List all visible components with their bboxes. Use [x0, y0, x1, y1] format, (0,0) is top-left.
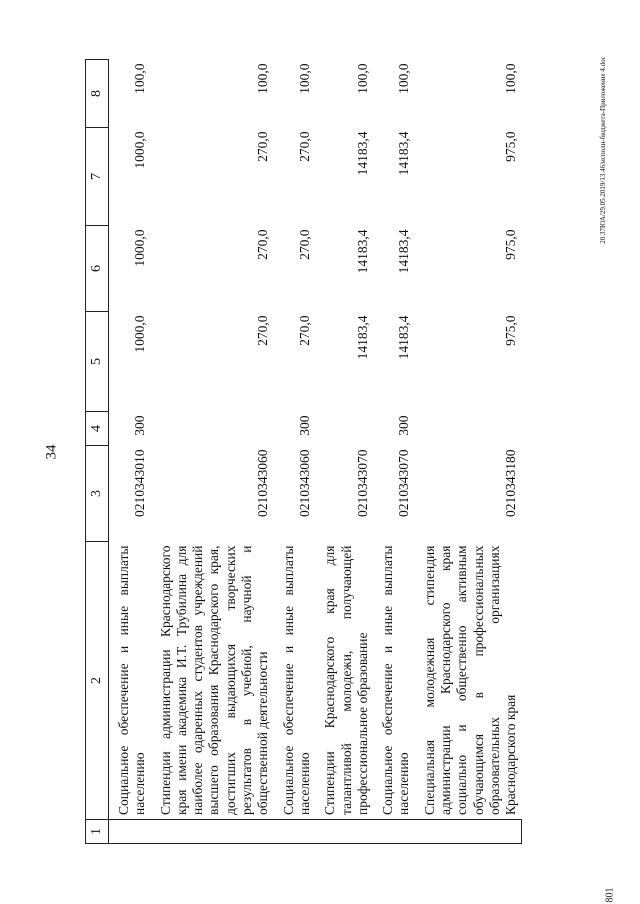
cell-v8: 100,0	[132, 63, 148, 94]
header-col-8: 8	[86, 60, 109, 128]
header-col-5: 5	[86, 312, 109, 412]
cell-code: 0210343010	[132, 449, 148, 517]
budget-table-rotated	[85, 60, 551, 844]
cell-v8: 100,0	[354, 63, 370, 94]
cell-v5: 1000,0	[132, 315, 148, 353]
cell-v7: 1000,0	[132, 131, 148, 169]
header-col-1: 1	[86, 820, 109, 844]
cell-v6: 270,0	[255, 229, 271, 260]
budget-table	[85, 59, 522, 844]
footer-file-path: 20.37ЮА/29.05.2019/13.46/исполн-бюджета-Приложение 4.doc	[599, 56, 607, 244]
cell-v7: 270,0	[255, 131, 271, 162]
cell-code: 0210343070	[396, 449, 412, 517]
cell-v5: 270,0	[296, 315, 312, 346]
cell-index	[315, 820, 373, 844]
cell-v6: 975,0	[503, 229, 519, 260]
cell-v5: 975,0	[503, 315, 519, 346]
table-row	[373, 60, 415, 844]
cell-index	[274, 820, 316, 844]
cell-v6: 14183,4	[354, 229, 370, 274]
cell-v5: 14183,4	[396, 315, 412, 360]
header-col-2: 2	[86, 542, 109, 820]
header-col-7: 7	[86, 128, 109, 226]
cell-code: 0210343060	[296, 449, 312, 517]
table-row	[274, 60, 316, 844]
cell-code: 0210343070	[354, 449, 370, 517]
cell-v5: 14183,4	[354, 315, 370, 360]
corner-page-mark: 801	[604, 887, 616, 903]
cell-v7: 14183,4	[396, 131, 412, 176]
cell-type	[415, 412, 522, 446]
cell-v8: 100,0	[296, 63, 312, 94]
cell-type	[315, 412, 373, 446]
cell-type: 300	[396, 415, 412, 436]
table-row	[415, 60, 522, 844]
cell-v8: 100,0	[255, 63, 271, 94]
cell-name: Стипендии Краснодарского края для талантливой молодежи, получающей профессиональное образование	[322, 545, 370, 815]
page-number: 34	[43, 444, 60, 460]
header-col-3: 3	[86, 446, 109, 542]
table-row	[109, 60, 151, 844]
header-col-4: 4	[86, 412, 109, 446]
cell-v7: 975,0	[503, 131, 519, 162]
cell-index	[373, 820, 415, 844]
cell-v7: 14183,4	[354, 131, 370, 176]
cell-index	[109, 820, 151, 844]
cell-index	[415, 820, 522, 844]
cell-v8: 100,0	[396, 63, 412, 94]
cell-v5: 270,0	[255, 315, 271, 346]
cell-name: Стипендии администрации Краснодарского края имени академика И.Т. Трубилина для наиболее одаренных студентов учреждений высшего образования Краснодарского края, достигших выдающихся творческих результатов в учебной, научной и общественной деятельности	[157, 545, 271, 815]
cell-v7: 270,0	[296, 131, 312, 162]
cell-type: 300	[132, 415, 148, 436]
table-row	[151, 60, 274, 844]
header-row	[86, 60, 109, 844]
cell-name: Социальное обеспечение и иные выплаты населению	[280, 545, 312, 815]
cell-code: 0210343060	[255, 449, 271, 517]
cell-name: Социальное обеспечение и иные выплаты населению	[116, 545, 148, 815]
cell-name: Специальная молодежная стипендия администрации Краснодарского края социально и общественно активным обучающимся в профессиональных образовательных организациях Краснодарского края	[421, 545, 519, 815]
cell-v6: 14183,4	[396, 229, 412, 274]
cell-v6: 1000,0	[132, 229, 148, 267]
cell-v8: 100,0	[503, 63, 519, 94]
cell-code: 0210343180	[503, 449, 519, 517]
cell-name: Социальное обеспечение и иные выплаты населению	[380, 545, 412, 815]
header-col-6: 6	[86, 226, 109, 312]
cell-index	[151, 820, 274, 844]
cell-v6: 270,0	[296, 229, 312, 260]
cell-type: 300	[296, 415, 312, 436]
table-row	[315, 60, 373, 844]
cell-type	[151, 412, 274, 446]
